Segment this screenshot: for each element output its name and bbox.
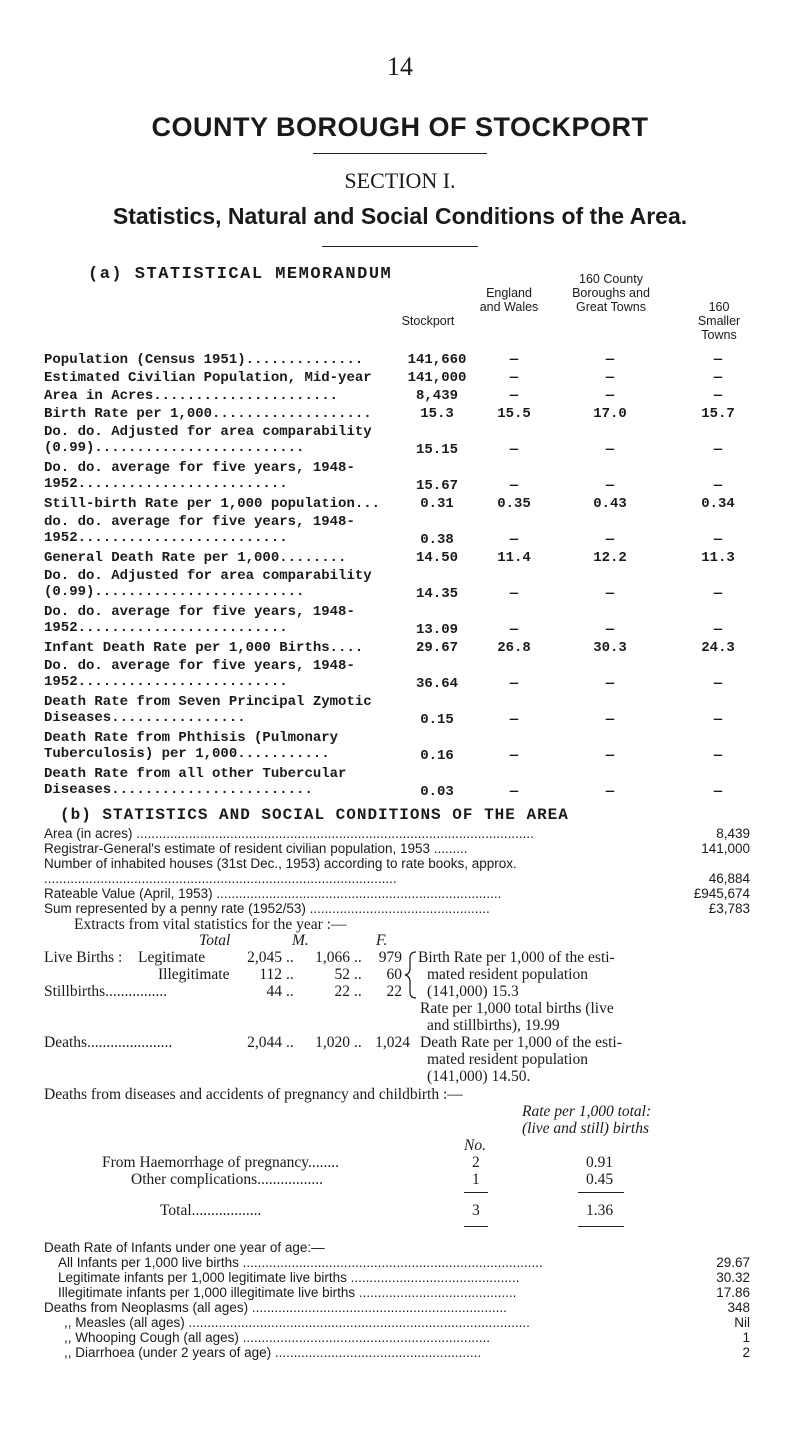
vital-col-f: F.	[376, 932, 388, 949]
maternal-rate-rule	[578, 1192, 624, 1193]
infant-row-label: All Infants per 1,000 live births ................................................................................	[58, 1255, 543, 1270]
memo-row-label: do. do. average for five years, 1948-1952.........................	[44, 514, 355, 546]
memo-value-boroughs: —	[605, 784, 615, 800]
death-rate-note-3: (141,000) 14.50.	[427, 1068, 531, 1085]
memo-value-boroughs: —	[605, 622, 615, 638]
maternal-no-head: No.	[464, 1137, 486, 1154]
deaths-f: 1,024	[375, 1034, 410, 1051]
memo-value-stockport: 8,439	[415, 388, 458, 404]
memo-value-boroughs: 30.3	[593, 640, 627, 656]
sep: ..	[286, 1034, 294, 1051]
memo-row-label: Infant Death Rate per 1,000 Births....	[44, 640, 364, 656]
stillbirths-total: 44	[266, 983, 282, 1000]
memo-value-smaller: —	[713, 622, 723, 638]
memo-value-smaller: —	[713, 712, 723, 728]
memo-row-label: Area in Acres......................	[44, 388, 339, 404]
infant-row-value: 17.86	[716, 1285, 750, 1300]
social-row-label: Rateable Value (April, 1953) ............................................................................	[44, 886, 502, 901]
memo-value-stockport: 15.67	[415, 478, 458, 494]
memo-value-england: —	[509, 532, 519, 548]
birth-rate-note-2: mated resident population	[427, 966, 588, 983]
memo-value-boroughs: —	[605, 748, 615, 764]
sep: ..	[286, 983, 294, 1000]
stillbirths-m: 22	[334, 983, 350, 1000]
memo-value-stockport: 14.50	[415, 550, 458, 566]
memo-value-england: —	[509, 352, 519, 368]
social-row-label: Sum represented by a penny rate (1952/53) ................................................	[44, 901, 490, 916]
memo-row-label: Population (Census 1951)..............	[44, 352, 364, 368]
memo-value-england: —	[509, 712, 519, 728]
maternal-total-no: 3	[472, 1202, 480, 1219]
sep: ..	[354, 1034, 362, 1051]
maternal-row-label: From Haemorrhage of pregnancy........	[102, 1154, 340, 1171]
social-row-label: Registrar-General's estimate of resident civilian population, 1953 .........	[44, 841, 468, 856]
infant-intro-text: Death Rate of Infants under one year of age:—	[44, 1240, 325, 1255]
memo-value-boroughs: 12.2	[593, 550, 627, 566]
deaths-total: 2,044	[247, 1034, 282, 1051]
col-head-england-wales: England and Wales	[479, 286, 539, 314]
maternal-rate-head: Rate per 1,000 total:	[522, 1103, 652, 1120]
legitimate-label: Legitimate	[138, 949, 206, 966]
memo-value-stockport: 0.31	[420, 496, 454, 512]
col-head-smaller-towns: 160 Smaller Towns	[697, 300, 741, 342]
memo-row-label: Estimated Civilian Population, Mid-year	[44, 370, 372, 386]
infant-row-label: ,, Diarrhoea (under 2 years of age) .......................................................	[64, 1345, 482, 1360]
memo-value-stockport: 0.15	[420, 712, 454, 728]
illegit-total: 112	[259, 966, 282, 983]
deaths-m: 1,020	[315, 1034, 350, 1051]
maternal-total-rate: 1.36	[586, 1202, 614, 1219]
infant-row-value: Nil	[734, 1315, 750, 1330]
memo-value-england: —	[509, 784, 519, 800]
memo-value-england: —	[509, 478, 519, 494]
still-rate-note-1b: Rate per 1,000 total births (live	[420, 1000, 614, 1017]
memo-value-stockport: 0.03	[420, 784, 454, 800]
maternal-no-rule-2	[464, 1226, 488, 1227]
brace-icon	[404, 950, 418, 1000]
memo-value-boroughs: —	[605, 586, 615, 602]
memo-value-smaller: —	[713, 532, 723, 548]
memo-value-boroughs: 0.43	[593, 496, 627, 512]
infant-row-value: 348	[727, 1300, 750, 1315]
memo-value-england: 26.8	[497, 640, 531, 656]
memo-value-smaller: —	[713, 676, 723, 692]
memo-value-stockport: 15.15	[415, 442, 458, 458]
stillbirths-label: Stillbirths................	[44, 983, 168, 1000]
memo-value-smaller: —	[713, 748, 723, 764]
memo-row-label: Do. do. average for five years, 1948-1952.........................	[44, 604, 355, 636]
memo-value-stockport: 0.16	[420, 748, 454, 764]
vital-col-m: M.	[292, 932, 309, 949]
live-births-label: Live Births :	[44, 949, 123, 966]
page-title: COUNTY BOROUGH OF STOCKPORT	[151, 112, 649, 142]
legit-f: 979	[378, 949, 402, 966]
memo-value-boroughs: —	[605, 712, 615, 728]
maternal-intro: Deaths from diseases and accidents of pregnancy and childbirth :—	[44, 1086, 463, 1103]
memo-value-england: —	[509, 586, 519, 602]
memorandum-heading: (a) STATISTICAL MEMORANDUM	[88, 265, 393, 284]
memo-value-boroughs: —	[605, 370, 615, 386]
illegitimate-label: Illegitimate	[158, 966, 230, 983]
sep: ..	[354, 949, 362, 966]
memo-row-label: Do. do. average for five years, 1948-1952.........................	[44, 658, 355, 690]
social-row-label: Number of inhabited houses (31st Dec., 1953) according to rate books, approx. ..............................................................................................	[44, 856, 517, 886]
col-head-stockport: Stockport	[401, 314, 455, 328]
infant-row-label: ,, Whooping Cough (all ages) ..................................................................	[64, 1330, 491, 1345]
still-rate-note-2: and stillbirths), 19.99	[427, 1017, 560, 1034]
memo-row-label: Still-birth Rate per 1,000 population...	[44, 496, 381, 512]
infant-row-label: Deaths from Neoplasms (all ages) ....................................................................	[44, 1300, 507, 1315]
memo-value-stockport: 13.09	[415, 622, 458, 638]
section-subtitle: Statistics, Natural and Social Conditions of the Area.	[112, 203, 688, 229]
memo-value-england: —	[509, 370, 519, 386]
deaths-label: Deaths......................	[44, 1034, 173, 1051]
memo-value-england: —	[509, 676, 519, 692]
legit-m: 1,066	[315, 949, 350, 966]
col-head-county-boroughs: 160 County Boroughs and Great Towns	[572, 272, 650, 314]
maternal-total-label: Total..................	[160, 1202, 262, 1219]
social-row-value: 46,884	[708, 871, 750, 886]
sep: ..	[354, 983, 362, 1000]
memo-row-label: Death Rate from Seven Principal Zymotic Diseases................	[44, 694, 372, 726]
memo-value-smaller: —	[713, 478, 723, 494]
memo-row-label: Do. do. average for five years, 1948-1952.........................	[44, 460, 355, 492]
infant-row-value: 2	[742, 1345, 750, 1360]
memo-value-england: 0.35	[497, 496, 531, 512]
infant-row-label: Illegitimate infants per 1,000 illegitimate live births ..........................................	[58, 1285, 517, 1300]
memo-value-smaller: 24.3	[701, 640, 735, 656]
section-heading: SECTION I.	[344, 168, 456, 193]
birth-rate-note-3: (141,000) 15.3	[427, 983, 519, 1000]
subtitle-divider	[322, 246, 478, 247]
maternal-row-no: 2	[472, 1154, 480, 1171]
memo-value-boroughs: —	[605, 676, 615, 692]
vital-intro: Extracts from vital statistics for the year :—	[74, 916, 347, 933]
title-divider	[313, 153, 487, 154]
infant-row-value: 1	[742, 1330, 750, 1345]
memo-value-stockport: 141,660	[407, 352, 467, 368]
social-row-value: 141,000	[701, 841, 750, 856]
memo-value-england: 11.4	[497, 550, 531, 566]
social-row-value: £945,674	[693, 886, 750, 901]
maternal-row-rate: 0.45	[586, 1171, 614, 1188]
memo-value-stockport: 141,000	[407, 370, 467, 386]
maternal-rate-rule-2	[578, 1226, 624, 1227]
memo-row-label: General Death Rate per 1,000........	[44, 550, 347, 566]
infant-row-label: ,, Measles (all ages) ...........................................................................................	[64, 1315, 530, 1330]
sep: ..	[286, 949, 294, 966]
memo-value-boroughs: 17.0	[593, 406, 627, 422]
memo-value-stockport: 14.35	[415, 586, 458, 602]
memo-row-label: Death Rate from all other Tubercular Diseases........................	[44, 766, 347, 798]
infant-row-value: 30.32	[716, 1270, 750, 1285]
infant-row-label: Legitimate infants per 1,000 legitimate live births .............................................	[58, 1270, 520, 1285]
social-row-value: £3,783	[708, 901, 750, 916]
memo-value-stockport: 29.67	[415, 640, 458, 656]
memo-value-england: 15.5	[497, 406, 531, 422]
maternal-row-no: 1	[472, 1171, 480, 1188]
memo-value-boroughs: —	[605, 352, 615, 368]
memo-value-smaller: 15.7	[701, 406, 735, 422]
vital-col-total: Total	[199, 932, 231, 949]
memo-value-england: —	[509, 388, 519, 404]
birth-rate-note-1: Birth Rate per 1,000 of the esti-	[418, 949, 615, 966]
memo-value-stockport: 0.38	[420, 532, 454, 548]
illegit-m: 52	[334, 966, 350, 983]
maternal-row-rate: 0.91	[586, 1154, 614, 1171]
memo-value-smaller: —	[713, 784, 723, 800]
memo-row-label: Birth Rate per 1,000...................	[44, 406, 372, 422]
memo-value-boroughs: —	[605, 532, 615, 548]
maternal-row-label: Other complications.................	[131, 1171, 323, 1188]
social-row-label: Area (in acres) ..........................................................................................................	[44, 826, 534, 841]
memo-value-boroughs: —	[605, 478, 615, 494]
memo-value-smaller: —	[713, 388, 723, 404]
memo-row-label: Death Rate from Phthisis (Pulmonary Tuberculosis) per 1,000...........	[44, 730, 339, 762]
memo-value-smaller: —	[713, 352, 723, 368]
memo-value-smaller: —	[713, 370, 723, 386]
sep: ..	[354, 966, 362, 983]
legit-total: 2,045	[247, 949, 282, 966]
illegit-f: 60	[386, 966, 402, 983]
social-row-value: 8,439	[716, 826, 750, 841]
stillbirths-f: 22	[386, 983, 402, 1000]
page-number: 14	[387, 52, 413, 81]
sep: ..	[286, 966, 294, 983]
death-rate-note-2: mated resident population	[427, 1051, 588, 1068]
memo-value-england: —	[509, 442, 519, 458]
infant-row-value: 29.67	[716, 1255, 750, 1270]
social-heading: (b) STATISTICS AND SOCIAL CONDITIONS OF THE AREA	[60, 806, 569, 824]
memo-value-smaller: 11.3	[701, 550, 735, 566]
memo-row-label: Do. do. Adjusted for area comparability (0.99).........................	[44, 568, 372, 600]
memo-value-stockport: 36.64	[415, 676, 458, 692]
memo-value-boroughs: —	[605, 442, 615, 458]
memo-value-england: —	[509, 748, 519, 764]
death-rate-note-1: Death Rate per 1,000 of the esti-	[420, 1034, 622, 1051]
memo-value-boroughs: —	[605, 388, 615, 404]
memo-value-smaller: —	[713, 442, 723, 458]
memo-value-england: —	[509, 622, 519, 638]
maternal-rate-head-2: (live and still) births	[522, 1120, 650, 1137]
memo-value-stockport: 15.3	[420, 406, 454, 422]
memo-row-label: Do. do. Adjusted for area comparability (0.99).........................	[44, 424, 372, 456]
memo-value-smaller: 0.34	[701, 496, 735, 512]
maternal-no-rule	[464, 1192, 488, 1193]
memo-value-smaller: —	[713, 586, 723, 602]
